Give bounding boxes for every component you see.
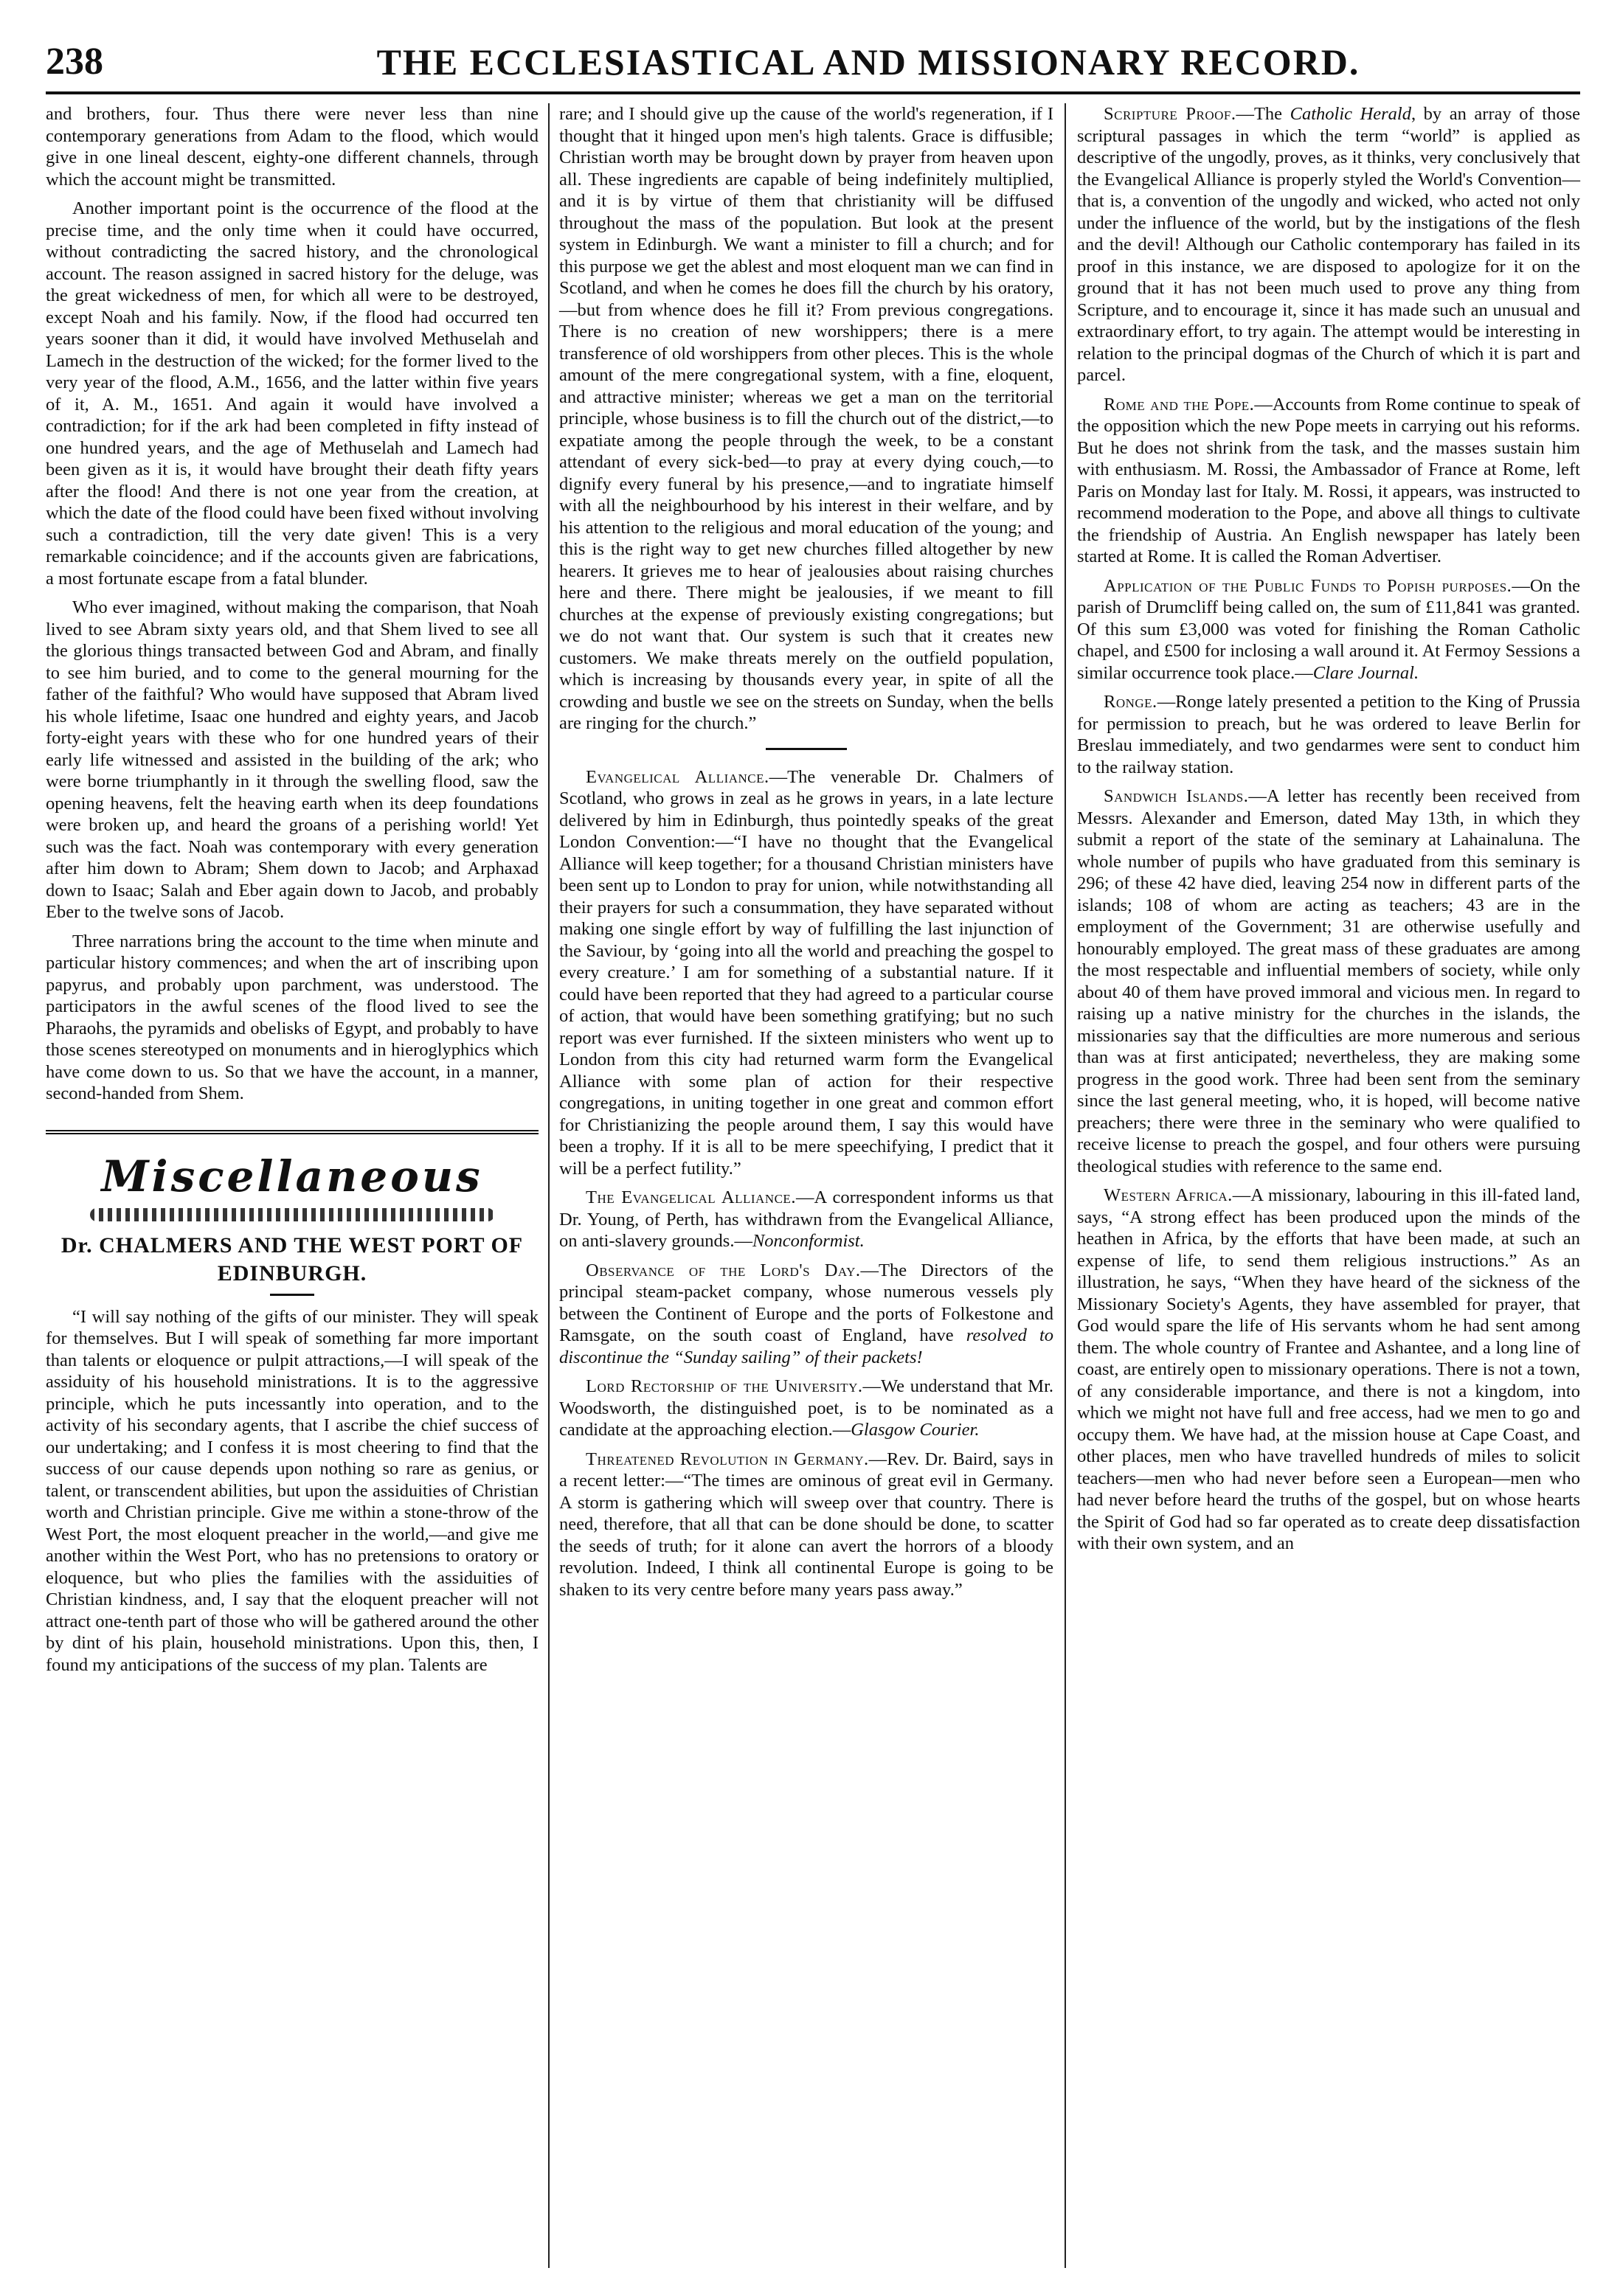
title-rule [270, 1294, 314, 1296]
section-divider [46, 1130, 539, 1134]
article-title-chalmers: Dr. CHALMERS AND THE WEST PORT OF EDINBURGH. [60, 1232, 524, 1286]
col3-heading-western-africa: Western Africa. [1104, 1185, 1233, 1205]
col3-body-western-africa: —A missionary, labouring in this ill-fated land, says, “A strong effect has been produced upon the minds of the heathen in Africa, by the efforts that have been made, at such an expense of life, to send them religious instructions.” As an illustration, he says, “When they have heard of the sickness of the Missionary Society's Agents, they have assembled for prayer, that God would spare the life of His servants whom he had sent among them. The whole country of Frantee and Ashantee, and a long line of coast, are entirely open to missionary operations. There is not a town, of any considerable importance, and there is not a kingdom, into which we might not have full and free access, had we men to go and occupy them. We have had, at the mission house at Cape Coast, and other places, men who have travelled hundreds of miles to solicit teachers—men who had never before seen a European—men who had never before heard the truths of the gospel, but on whose hearts the Spirit of God had so far operated as to create deep dissatisfaction with their own system, and an [1077, 1185, 1580, 1553]
col3-heading-scripture-proof: Scripture Proof. [1104, 104, 1236, 124]
header-rule [46, 91, 1580, 94]
col3-body-sandwich-islands: —A letter has recently been received from Messrs. Alexander and Emerson, dated May 13th, in which they submit a report of the state of the seminary at Lahainaluna. The whole number of pupils who have graduated from this seminary is 296; of these 42 have died, leaving 254 now in different parts of the islands; 108 of whom are acting as teachers; 43 are in the employment of the Government; 31 are otherwise usefully and honourably employed. The great mass of these graduates are among the most respectable and influential members of society, while only about 40 of them have proved immoral and vicious men. In regard to raising up a native ministry for the churches in the islands, the missionaries say that the difficulties are more numerous and serious than was at first anticipated; nevertheless, they are making some progress in the good work. Three had been sent from the seminary since the last general meeting, who, it is hoped, will become native preachers; there were three in the seminary who were qualified to receive license to preach the gospel, and four others were pursuing theological studies with reference to the same end. [1077, 786, 1581, 1176]
col3-paragraph-scripture-proof [1077, 103, 1580, 386]
col3-paragraph-public-funds [1077, 575, 1580, 684]
col3-heading-rome: Rome and the Pope. [1104, 394, 1255, 415]
col1-paragraph-2: Another important point is the occurrence of the flood at the precise time, and the only time when it could have occurred, without contradicting the sacred history, and the chronological account. The reason assigned in sacred history for the deluge, was the great wickedness of men, for which all were to be destroyed, except Noah and his family. Now, if the flood had occurred ten years sooner than it did, it would have involved Methuselah and Lamech in the destruction of the wicked; for the former lived to the very year of the flood, A.M., 1656, and the latter within five years of it, A. M., 1651. And again it would have involved a contradiction; for if the ark had been completed in fifty instead of one hundred years, and the age of Methuselah and Lamech had been given as it is, it would have brought their death fifty years after the flood! And there is not one year from the creation, at which the date of the flood could have been fixed without involving such a contradiction, till the very date given! This is a very remarkable coincidence; and if the accounts given are fabrications, a most fortunate escape from a fatal blunder. [46, 198, 539, 589]
col3-heading-sandwich-islands: Sandwich Islands. [1104, 786, 1249, 806]
col2-paragraph-evangelical-alliance [559, 766, 1053, 1180]
col2-heading-rectorship: Lord Rectorship of the University. [586, 1376, 863, 1396]
col3-paragraph-rome [1077, 394, 1580, 568]
column-1 [46, 103, 539, 2268]
col2-paragraph-lords-day [559, 1260, 1053, 1369]
col3-body-rome: —Accounts from Rome continue to speak of the opposition which the new Pope meets in carrying out his reforms. But he does not shrink from the task, and the masses sustain him with enthusiasm. M. Rossi, the Ambassador of France at Rome, left Paris on Monday last for Italy. M. Rossi, it appears, was instructed to recommend moderation to the Pope, and above all things to cultivate the friendship of Austria. An English newspaper has lately been started at Rome. It is called the Roman Advertiser. [1077, 394, 1580, 566]
page-number: 238 [46, 41, 103, 83]
col2-heading-alliance-young: The Evangelical Alliance. [586, 1187, 796, 1207]
col3-italic-catholic-herald: Catholic Herald [1290, 104, 1411, 124]
column-2 [559, 103, 1053, 2268]
col2-body-rectorship: —We understand that Mr. Woodsworth, the distinguished poet, is to be nominated as a candidate at the approaching election.— [559, 1376, 1053, 1440]
col1-paragraph-5: “I will say nothing of the gifts of our minister. They will speak for themselves. But I will speak of something far more important than talents or eloquence or pulpit attractions,—I will speak of the assiduity of his household ministrations. It is to the aggressive principle, which he puts incessantly into operation, and to the activity of his secondary agents, that I ascribe the chief success of our undertaking; and I confess it is most cheering to find that the success of our cause depends upon nothing so rare as genius, or talent, or transcendent abilities, but upon the assiduities of Christian worth and Christian principle. Give me within a stone-throw of the West Port, the most eloquent preacher in the world,—and give me another within the West Port, who has no pretensions to oratory or eloquence, but who plies the families with the assiduities of Christian kindness, and, I say that the eloquent preacher will not attract one-tenth part of those who will be gathered around the other by dint of his plain, household ministrations. Upon this, then, I found my anticipations of the success of my plan. Talents are [46, 1306, 539, 1675]
col3-body-public-funds: —On the parish of Drumcliff being called on, the sum of £11,841 was granted. Of this sum £3,000 was voted for finishing the Roman Catholic chapel, and £500 for inclosing a wall around it. At Fermoy Sessions a similar occurrence took place.— [1077, 575, 1580, 683]
running-title: THE ECCLESIASTICAL AND MISSIONARY RECORD. [376, 41, 1360, 83]
ornamental-rule [90, 1208, 494, 1221]
col2-body-evangelical-alliance: —The venerable Dr. Chalmers of Scotland, who grows in zeal as he grows in years, in a late lecture delivered by him in Edinburgh, thus pointedly speaks of the great London Convention:—“I have no thought that the Evangelical Alliance will keep together; for a thousand Christian ministers have been sent up to London to pray for union, while notwithstanding all their prayers for such a consummation, they have separated without making one single effort by way of fulfilling the last injunction of the Saviour, by ‘going into all the world and preaching the gospel to every creature.’ I am for something of a substantial nature. If it could have been reported that they had agreed to a particular course of action, that would have been something gratifying; but no such report was ever furnished. If the sixteen ministers who went up to London from this city had returned warm form the Evangelical Alliance with some plan of action for their respective congregations, in uniting together in one great and common effort for Christianizing the people around them, I say this would have been a trophy. If it is all to be mere speechifying, I predict that it will be a perfect futility.” [559, 766, 1053, 1179]
column-divider-left [548, 103, 550, 2268]
column-3 [1077, 103, 1580, 2268]
col2-heading-germany: Threatened Revolution in Germany. [586, 1449, 869, 1469]
col2-heading-lords-day: Observance of the Lord's Day. [586, 1260, 861, 1280]
col1-paragraph-3: Who ever imagined, without making the comparison, that Noah lived to see Abram sixty years old, and that Shem lived to see all the glorious things transacted between God and Abram, and finally to see him buried, and to come to the general mourning for the father of the faithful? Who would have supposed that Abram lived his whole lifetime, Isaac one hundred and eighty years, and Jacob forty-eight years with these who for one hundred years of their early life witnessed and assisted in the building of the ark; who were borne triumphantly in it through the swelling flood, saw the opening heavens, felt the heaving earth when its deep foundations were broken up, and heard the groans of a perishing world! Yet such was the fact. Noah was contemporary with every generation after him down to Abram; Shem down to Jacob; and Arphaxad down to Isaac; Salah and Eber again down to Jacob, and probably Eber to the twelve sons of Jacob. [46, 597, 539, 922]
col2-body-germany: —Rev. Dr. Baird, says in a recent letter:—“The times are ominous of great evil in Germany. A storm is gathering which will sweep over that country. There is need, therefore, that all that can be done should be done, to scatter the seeds of truth; for it alone can avert the horrors of a bloody revolution. Indeed, I think all continental Europe is going to be shaken to its very centre before many years pass away.” [559, 1449, 1054, 1600]
col2-paragraph-rectorship [559, 1376, 1053, 1441]
col3-body-scripture-proof-a: —The [1236, 104, 1290, 124]
col2-heading-evangelical-alliance: Evangelical Alliance. [586, 766, 769, 787]
col2-body-lords-day: —The Directors of the principal steam-packet company, whose numerous vessels ply between the Continent of Europe and the ports of Folkestone and Ramsgate, on the south coast of England, have [559, 1260, 1053, 1345]
col3-paragraph-western-africa [1077, 1185, 1580, 1555]
col2-paragraph-germany [559, 1449, 1053, 1601]
col3-heading-ronge: Ronge. [1104, 692, 1157, 712]
col3-body-ronge: —Ronge lately presented a petition to the King of Prussia for permission to preach, but he was ordered to leave Berlin for Breslau immediately, and two gendarmes were sent to conduct him to the railway station. [1077, 692, 1580, 777]
col3-body-scripture-proof-b: , by an array of those scriptural passages in which the term “world” is applied as descriptive of the ungodly, proves, as it thinks, very conclusively that the Evangelical Alliance is properly styled the World's Convention—that is, a convention of the ungodly and wicked, who acted not only under the influence of the world, but by the instigations of the flesh and the devil! Although our Catholic contemporary has failed in its proof in this instance, we are disposed to apologize for it on the ground that it has not been much used to prove any thing from Scripture, and to encourage it, since it has made such an unusual and extraordinary effort, to try again. The attempt would be interesting in relation to the principal dogmas of the Church of which it is part and parcel. [1077, 104, 1580, 385]
col1-paragraph-4: Three narrations bring the account to the time when minute and particular history commences; and when the art of inscribing upon papyrus, and probably upon parchment, was understood. The participators in the awful scenes of the flood lived to see the Pharaohs, the pyramids and obelisks of Egypt, and probably to have those scenes stereotyped on monuments and in hieroglyphics which have come down to us. So that we have the account, in a manner, second-handed from Shem. [46, 931, 539, 1103]
col3-paragraph-sandwich-islands [1077, 785, 1580, 1177]
col2-paragraph-1: rare; and I should give up the cause of the world's regeneration, if I thought that it hinged upon men's high talents. Grace is diffusible; Christian worth may be brought down by prayer from heaven upon all. These ingredients are capable of being indefinitely multiplied, and it is by virtue of them that christianity will be diffused throughout the mass of the population. But look at the present system in Edinburgh. We want a minister to fill a church; and for this purpose we get the ablest and most eloquent man we can find in Scotland, and when he comes he does fill the church by his oratory,—but from whence does he fill it? From previous congregations. There is no creation of new worshippers; there is a mere transference of old worshippers from other pleces. This is the whole amount of the mere congregational system, with a fine, eloquent, and attractive minister; whereas we get a man on the territorial principle, whose business is to fill the church out of the district,—to expatiate among the people through the week, to be a constant attendant of every sick-bed—to pray at every dying couch,—to dignify every funeral by his presence,—and to ingratiate himself with all the neighbourhood by his interest in their welfare, and by his attention to the religious and moral education of the young; and this is the right way to get new churches filled altogether by new hearers. It grieves me to hear of jealousies about raising churches here and there. There might be jealousies, if we meant to fill churches at the expense of previously existing congregations; but we do not want that. Our system is such that it creates new customers. We make threats merely on the outfield population, which is increasing by thousands every year, in spite of all the crowding and bustle we see on the streets on Sunday, when the bells are ringing for the church.” [559, 104, 1053, 733]
page-header [46, 38, 1580, 86]
col3-paragraph-ronge [1077, 691, 1580, 778]
article-divider [766, 748, 847, 750]
col2-body-alliance-young: —A correspondent informs us that Dr. Young, of Perth, has withdrawn from the Evangelical Alliance, on anti-slavery grounds.— [559, 1187, 1053, 1251]
col2-source-glasgow-courier: Glasgow Courier. [851, 1420, 980, 1440]
col3-source-clare-journal: Clare Journal. [1312, 662, 1419, 683]
col1-paragraph-1: and brothers, four. Thus there were never less than nine contemporary generations from Adam to the flood, which would give in one lineal descent, eighty-one different channels, through which the account might be transmitted. [46, 104, 539, 190]
col2-italic-lords-day: resolved to discontinue the “Sunday sailing” of their packets! [559, 1325, 1054, 1367]
column-divider-right [1065, 103, 1066, 2268]
col2-source-nonconformist: Nonconformist. [752, 1231, 865, 1251]
col3-heading-public-funds: Application of the Public Funds to Popish purposes. [1104, 575, 1512, 596]
miscellaneous-heading: Miscellaneous [101, 1151, 483, 1201]
col2-paragraph-alliance-young [559, 1187, 1053, 1252]
